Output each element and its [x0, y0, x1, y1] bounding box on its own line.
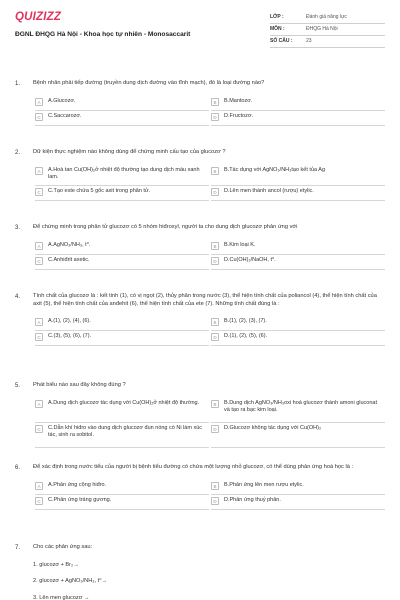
- option-text: A.AgNO₃/NH₃, t⁰.: [48, 241, 91, 248]
- option-text: D.Phản ứng thuỷ phân.: [224, 496, 281, 503]
- option-d[interactable]: [211, 186, 385, 201]
- option-text: C.Anhiđrit axetic.: [48, 256, 90, 263]
- question-7: [15, 544, 385, 600]
- options-grid: [35, 96, 385, 126]
- question-text: Để xác định trong nước tiểu của người bị bệnh tiểu đường có chứa một lượng nhỏ glucozơ, có thể dùng phản ứng hoá học là :: [33, 464, 354, 470]
- option-text: D.Glucozơ không tác dụng với Cu(OH)₂: [224, 424, 322, 431]
- option-text: D.Cu(OH)₂/NaOH, t⁰.: [224, 256, 276, 263]
- option-c[interactable]: [35, 186, 209, 201]
- option-letter: C: [35, 113, 43, 121]
- option-letter: C: [35, 188, 43, 196]
- meta-value: 23: [306, 38, 312, 45]
- option-text: A.Glucozơ.: [48, 97, 76, 104]
- option-text: B.(1), (2), (3), (7).: [224, 318, 267, 325]
- worksheet-meta: [270, 12, 385, 48]
- reaction-line-2: 2. glucozơ + AgNO₃/NH₃, t⁰→: [33, 578, 108, 585]
- question-number: 3.: [15, 225, 21, 231]
- option-c[interactable]: [35, 255, 209, 270]
- option-text: D.(1), (2), (5), (6).: [224, 333, 268, 340]
- question-text: Phát biểu nào sau đây không đúng ?: [33, 382, 126, 388]
- option-letter: B: [211, 98, 219, 106]
- option-letter: A: [35, 167, 43, 175]
- question-text: Tính chất của glucozơ là : kết tinh (1), có vị ngọt (2), thủy phân trong nước (3), thể hiện tính chất của poliancol (4), thể hiện tính chất của axit (5), thể hiện tính chất của anđehit (6), thể hiện tính chất của ete (7). Những tính chất đúng là :: [33, 293, 377, 307]
- question-number: 6.: [15, 465, 21, 471]
- option-b[interactable]: [211, 96, 385, 111]
- option-a[interactable]: [35, 480, 209, 495]
- option-text: D.Lên men thành ancol (rượu) etylic.: [224, 187, 314, 194]
- option-text: C.Dẫn khí hiđro vào dung dịch glucozơ đun nóng có Ni làm xúc tác, sinh ra sobitol.: [48, 424, 203, 439]
- option-letter: C: [35, 333, 43, 341]
- option-d[interactable]: [211, 331, 385, 346]
- option-text: C.Phản ứng tráng gương.: [48, 496, 112, 503]
- option-letter: D: [211, 188, 219, 196]
- option-text: A.(1), (2), (4), (6).: [48, 318, 91, 325]
- option-letter: B: [211, 318, 219, 326]
- option-letter: D: [211, 425, 219, 433]
- option-letter: D: [211, 113, 219, 121]
- option-text: B.Phản ứng lên men rượu etylic.: [224, 481, 304, 488]
- question-number: 1.: [15, 81, 21, 87]
- option-c[interactable]: [35, 331, 209, 346]
- option-d[interactable]: [211, 495, 385, 510]
- option-a[interactable]: [35, 398, 209, 423]
- question-text: Dữ kiện thực nghiệm nào không dùng để chứng minh cấu tạo của glucozơ ?: [33, 149, 226, 155]
- option-a[interactable]: [35, 165, 209, 186]
- question-text: Để chứng minh trong phân tử glucozơ có 5 nhóm hiđroxyl, người ta cho dung dịch glucozơ phản ứng với: [33, 224, 298, 230]
- option-text: C.Saccarozơ.: [48, 112, 82, 119]
- option-a[interactable]: [35, 96, 209, 111]
- worksheet-title: ĐGNL ĐHQG Hà Nội - Khoa học tự nhiên - Monosaccarit: [15, 31, 191, 38]
- meta-row-subject: [270, 24, 385, 36]
- meta-key: SỐ CÂU :: [270, 38, 293, 45]
- option-letter: D: [211, 497, 219, 505]
- question-number: 7.: [15, 545, 21, 551]
- option-letter: B: [211, 482, 219, 490]
- quizizz-logo: QUIZIZZ: [15, 11, 62, 23]
- meta-row-count: [270, 36, 385, 48]
- options-grid: [35, 316, 385, 346]
- option-letter: D: [211, 257, 219, 265]
- option-text: D.Fructozơ.: [224, 112, 253, 119]
- option-text: B.Tác dụng với AgNO₃/NH₃tạo kết tủa Ag: [224, 166, 326, 173]
- option-letter: B: [211, 242, 219, 250]
- option-letter: A: [35, 242, 43, 250]
- meta-key: MÔN :: [270, 26, 285, 33]
- reaction-line-3: 3. Lên men glucozơ →: [33, 594, 90, 600]
- meta-row-class: [270, 12, 385, 24]
- option-d[interactable]: [211, 255, 385, 270]
- options-grid: [35, 480, 385, 510]
- option-letter: A: [35, 318, 43, 326]
- option-a[interactable]: [35, 240, 209, 255]
- meta-key: LỚP :: [270, 14, 284, 21]
- question-text: Cho các phản ứng sau:: [33, 544, 93, 550]
- option-letter: A: [35, 400, 43, 408]
- option-letter: C: [35, 257, 43, 265]
- option-c[interactable]: [35, 495, 209, 510]
- option-b[interactable]: [211, 165, 385, 186]
- option-b[interactable]: [211, 316, 385, 331]
- reaction-line-1: 1. glucozơ + Br₂→: [33, 561, 79, 568]
- question-5: [15, 382, 385, 448]
- option-letter: B: [211, 400, 219, 408]
- option-letter: B: [211, 167, 219, 175]
- option-text: B.Mantozơ.: [224, 97, 253, 104]
- question-3: [15, 224, 385, 270]
- option-c[interactable]: [35, 111, 209, 126]
- meta-value: Đánh giá năng lực: [306, 14, 347, 21]
- question-number: 2.: [15, 150, 21, 156]
- option-text: B.Kim loại K.: [224, 241, 256, 248]
- option-text: A.Dung dịch glucozơ tác dụng với Cu(OH)₂ở nhiệt độ thường.: [48, 399, 200, 406]
- option-d[interactable]: [211, 423, 385, 448]
- question-number: 5.: [15, 383, 21, 389]
- option-letter: A: [35, 482, 43, 490]
- option-text: A.Phản ứng cộng hiđro.: [48, 481, 107, 488]
- options-grid: [35, 165, 385, 201]
- question-1: [15, 80, 385, 126]
- option-text: C.Tạo este chứa 5 gốc axit trong phân tử.: [48, 187, 151, 194]
- worksheet-header: [0, 0, 400, 68]
- option-b[interactable]: [211, 240, 385, 255]
- option-b[interactable]: [211, 480, 385, 495]
- option-text: A.Hoà tan Cu(OH)₂ở nhiệt độ thường tạo dung dịch màu xanh lam.: [48, 166, 200, 181]
- option-b[interactable]: [211, 398, 385, 423]
- option-letter: C: [35, 425, 43, 433]
- question-number: 4.: [15, 294, 21, 300]
- question-2: [15, 149, 385, 201]
- option-c[interactable]: [35, 423, 209, 448]
- option-letter: A: [35, 98, 43, 106]
- option-a[interactable]: [35, 316, 209, 331]
- option-text: B.Dung dịch AgNO₃/NH₃oxi hoá glucozơ thành amoni gluconat và tạo ra bạc kim loại.: [224, 399, 378, 414]
- meta-value: ĐHQG Hà Nội: [306, 26, 338, 33]
- option-text: C.(3), (5), (6), (7).: [48, 333, 92, 340]
- options-grid: [35, 240, 385, 270]
- option-letter: D: [211, 333, 219, 341]
- option-d[interactable]: [211, 111, 385, 126]
- question-text: Bệnh nhân phải tiếp đường (truyền dung dịch đường vào tĩnh mạch), đó là loại đường nào?: [33, 80, 265, 86]
- question-6: [15, 464, 385, 510]
- options-grid: [35, 398, 385, 448]
- question-4: [15, 293, 385, 346]
- option-letter: C: [35, 497, 43, 505]
